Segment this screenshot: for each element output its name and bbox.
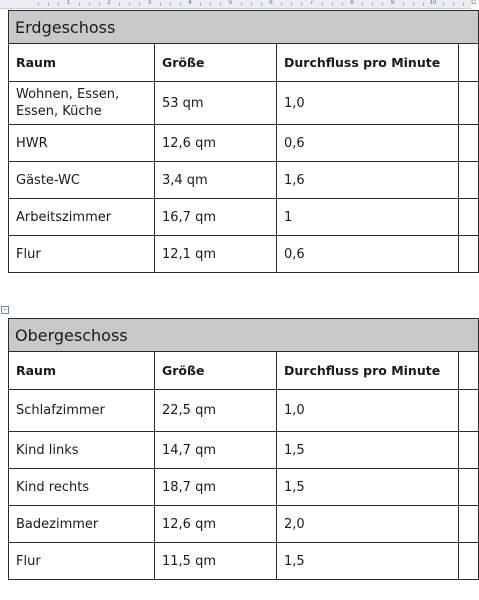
ruler-number: 7 — [309, 0, 314, 6]
ruler-tick — [372, 3, 373, 6]
table-cell[interactable]: 1 — [277, 199, 459, 236]
ruler-number: 3 — [147, 0, 152, 6]
ruler-tick — [443, 3, 444, 6]
table-row — [9, 236, 479, 273]
ruler-tick — [251, 3, 252, 6]
header-cell-durchfluss[interactable]: Durchfluss pro Minute — [277, 44, 459, 82]
ruler-number: 1 — [66, 0, 71, 6]
table-cell[interactable]: HWR — [9, 125, 155, 162]
ruler-tick — [301, 3, 302, 6]
table-cell-empty[interactable] — [459, 125, 479, 162]
table-row — [9, 469, 479, 506]
ruler-tick — [180, 3, 181, 6]
ruler-tick — [99, 3, 100, 6]
ruler-tick — [322, 3, 323, 6]
ruler-tick — [291, 3, 292, 6]
ruler-tick — [89, 3, 90, 6]
table-header-row — [9, 352, 479, 390]
table-cell[interactable]: 16,7 qm — [155, 199, 277, 236]
header-cell-raum[interactable]: Raum — [9, 352, 155, 390]
table-cell-empty[interactable] — [459, 432, 479, 469]
table-title-row — [9, 319, 479, 352]
table-cell[interactable]: Arbeitszimmer — [9, 199, 155, 236]
ruler-number: 2 — [107, 0, 111, 6]
table-cell-empty[interactable] — [459, 199, 479, 236]
ruler-tick — [332, 3, 333, 6]
table-obergeschoss — [8, 318, 479, 580]
table-title[interactable]: Obergeschoss — [9, 319, 479, 352]
table-cell[interactable]: 3,4 qm — [155, 162, 277, 199]
table-cell[interactable]: 18,7 qm — [155, 469, 277, 506]
table-cell[interactable]: 2,0 — [277, 506, 459, 543]
table-cell-empty[interactable] — [459, 469, 479, 506]
table-title-row — [9, 11, 479, 44]
table-cell-empty[interactable] — [459, 390, 479, 432]
table-row — [9, 162, 479, 199]
table-move-handle-icon[interactable]: + — [2, 307, 8, 313]
table-cell[interactable]: 22,5 qm — [155, 390, 277, 432]
ruler-tick — [220, 3, 221, 6]
table-cell[interactable]: 1,0 — [277, 82, 459, 125]
ruler-tick — [463, 3, 464, 6]
table-erdgeschoss — [8, 10, 479, 273]
ruler-tick — [453, 3, 454, 6]
table-cell[interactable]: 1,5 — [277, 543, 459, 580]
table-cell[interactable]: Flur — [9, 543, 155, 580]
table-cell[interactable]: Flur — [9, 236, 155, 273]
ruler-tick — [119, 3, 120, 6]
ruler-tick — [403, 3, 404, 6]
ruler-tick — [261, 3, 262, 6]
horizontal-ruler[interactable] — [0, 0, 477, 9]
table-row — [9, 82, 479, 125]
table-cell[interactable]: 12,6 qm — [155, 125, 277, 162]
table-cell[interactable]: 12,1 qm — [155, 236, 277, 273]
table-cell[interactable]: Gäste-WC — [9, 162, 155, 199]
table-cell[interactable]: 1,5 — [277, 469, 459, 506]
table-cell[interactable]: 1,6 — [277, 162, 459, 199]
table-cell-empty[interactable] — [459, 236, 479, 273]
table-cell[interactable]: 1,0 — [277, 390, 459, 432]
table-row — [9, 125, 479, 162]
ruler-number: 6 — [269, 0, 273, 6]
ruler-tick — [382, 3, 383, 6]
ruler-tick — [200, 3, 201, 6]
table-cell-empty[interactable] — [459, 162, 479, 199]
ruler-tick — [210, 3, 211, 6]
table-header-row — [9, 44, 479, 82]
table-cell[interactable]: 0,6 — [277, 125, 459, 162]
table-row — [9, 432, 479, 469]
table-cell-empty[interactable] — [459, 82, 479, 125]
table-cell[interactable]: Kind rechts — [9, 469, 155, 506]
table-cell[interactable]: Badezimmer — [9, 506, 155, 543]
ruler-tick — [170, 3, 171, 6]
ruler-tick — [38, 3, 39, 6]
header-cell-groesse[interactable]: Größe — [155, 352, 277, 390]
ruler-number: 9 — [390, 0, 395, 6]
table-cell[interactable]: 12,6 qm — [155, 506, 277, 543]
table-cell[interactable]: 53 qm — [155, 82, 277, 125]
header-cell-raum[interactable]: Raum — [9, 44, 155, 82]
ruler-tick — [241, 3, 242, 6]
ruler-number: 4 — [188, 0, 192, 6]
ruler-tick — [79, 3, 80, 6]
ruler-number: 11 — [470, 0, 477, 6]
table-cell[interactable]: 11,5 qm — [155, 543, 277, 580]
table-row — [9, 390, 479, 432]
ruler-tick — [423, 3, 424, 6]
table-row — [9, 199, 479, 236]
ruler-number: 10 — [429, 0, 437, 6]
table-title[interactable]: Erdgeschoss — [9, 11, 479, 44]
ruler-tick — [362, 3, 363, 6]
ruler-tick — [139, 3, 140, 6]
table-cell[interactable]: Kind links — [9, 432, 155, 469]
ruler-number: 8 — [350, 0, 354, 6]
ruler-tick — [281, 3, 282, 6]
table-cell-empty[interactable] — [459, 352, 479, 390]
table-cell-empty[interactable] — [459, 506, 479, 543]
ruler-tick — [160, 3, 161, 6]
ruler-tick — [48, 3, 49, 6]
table-cell-empty[interactable] — [459, 44, 479, 82]
header-cell-groesse[interactable]: Größe — [155, 44, 277, 82]
table-row — [9, 506, 479, 543]
table-cell[interactable]: 0,6 — [277, 236, 459, 273]
table-cell[interactable]: 1,5 — [277, 432, 459, 469]
table-cell[interactable]: Wohnen, Essen, Essen, Küche — [9, 82, 155, 125]
table-cell[interactable]: Schlafzimmer — [9, 390, 155, 432]
table-cell-empty[interactable] — [459, 543, 479, 580]
table-cell[interactable]: 14,7 qm — [155, 432, 277, 469]
ruler-tick — [342, 3, 343, 6]
ruler-tick — [413, 3, 414, 6]
ruler-tick — [129, 3, 130, 6]
table-row — [9, 543, 479, 580]
ruler-number: 5 — [228, 0, 233, 6]
header-cell-durchfluss[interactable]: Durchfluss pro Minute — [277, 352, 459, 390]
ruler-tick — [58, 3, 59, 6]
